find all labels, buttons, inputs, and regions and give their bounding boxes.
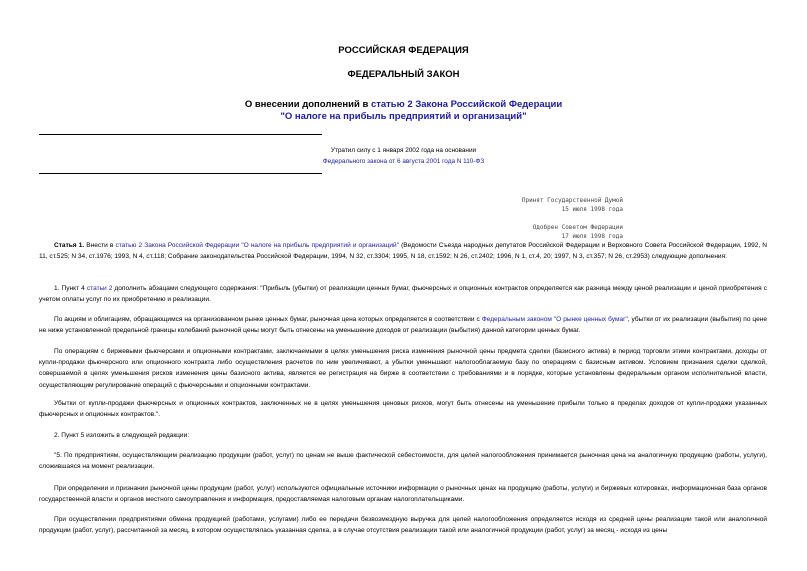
article-2-link[interactable]: статьи 2 — [86, 285, 113, 292]
text-span: 1. Пункт 4 — [54, 285, 87, 292]
title-law-name-link[interactable]: "О налоге на прибыль предприятий и организаций" — [280, 111, 527, 122]
securities-law-link[interactable]: Федеральным законом "О рынке ценных бумаг" — [481, 316, 628, 323]
paragraph-item-2: 2. Пункт 5 изложить в следующей редакции: — [54, 432, 190, 439]
paragraph-point-5: "5. По предприятиям, осуществляющим реализацию продукции (работ, услуг) по ценам не выше фактической себестоимости, для целей налогообложения принимается рыночная цена на аналогичную продукцию (работы, услуги), сложившаяся на момент реализации. — [39, 452, 767, 471]
text-span: , убытки от их реализации (выбытия) по цене не ниже установленной предельной границы колебаний рыночной цены могут быть отнесены на уменьшение доходов от реализации (выбытия) данной категории ценных бумаг. — [39, 316, 767, 335]
divider-top — [39, 134, 322, 135]
article-1-paragraph — [39, 240, 767, 262]
paragraph-item-1 — [39, 283, 767, 305]
council-date: 17 июля 1998 года — [561, 233, 623, 240]
paragraph-exchange: При осуществлении предприятиями обмена продукцией (работами, услугами) либо ее передачи безвозмездную выручка для целей налогообложения определяется исходя из средней цены реализации такой или аналогичной продукции (работ, услуг), рассчитанной за месяц, в котором осуществлялась указанная сделка, а в случае отсутствия реализации такой или аналогичной продукции (работ, услуг) за месяц - исходя из цены — [39, 516, 767, 535]
title-article-link[interactable]: статью 2 Закона Российской Федерации — [370, 99, 563, 110]
law-type-heading: ФЕДЕРАЛЬНЫЙ ЗАКОН — [347, 69, 460, 80]
paragraph-losses: Убытки от купли-продажи фьючерсных и опционных контрактов, заключенных не в целях уменьшения ценовых рисков, могут быть отнесены на уменьшение прибыли только в пределах доходов от купли-продажи указанных фьючерсных и опционных контрактов.". — [39, 400, 767, 419]
text-span: дополнить абзацами следующего содержания: "Прибыль (убытки) от реализации ценных бумаг, фьючерсных и опционных контрактов определяется как разница между ценой реализации и ценой приобретения с учетом оплаты услуг по их приобретению и реализации. — [39, 285, 767, 304]
country-heading: РОССИЙСКАЯ ФЕДЕРАЦИЯ — [338, 45, 469, 56]
document-title — [0, 99, 807, 123]
article-number: Статья 1. — [54, 242, 85, 249]
divider-bottom — [39, 173, 322, 174]
duma-date: 15 июля 1998 года — [561, 206, 623, 213]
text-span: (Ведомости Съезда народных депутатов Российской Федерации и Верховного Совета Российской Федерации, 1992, N 11, ст.525; N 34, ст.1976; 1993, N 4, ст.118; Собрание законодательства Российской Федерации, 1994, N 32, ст.3304; 1995, N 18, ст.1592; N 26, ст.2402; 1996, N 1, ст.4, 20; 1997, N 3, ст.357; N 26, ст.2953) следующие дополнения: — [39, 242, 767, 261]
duma-label: Принят Государственной Думой — [521, 197, 623, 204]
validity-note — [0, 145, 807, 167]
paragraph-securities — [39, 314, 767, 336]
title-prefix: О внесении дополнений в — [244, 99, 371, 110]
paragraph-futures: По операциям с биржевыми фьючерсами и опционными контрактами, заключаемыми в целях уменьшения риска изменения рыночной цены предмета сделки (базисного актива) в период торговли этими контрактами, доходы от купли-продажи фьючерсного или опционного контракта либо осуществления расчетов по ним увеличивают, а убытки уменьшают налогооблагаемую базу по операциям с базисным активом. Условием признания сделки сделкой, совершаемой в целях уменьшения рисков изменения цены базисного актива, является ее регистрация на бирже в соответствии с требованиями и в порядке, которые установлены федеральным органом исполнительной власти, осуществляющим регулирование операций с фьючерсными и опционными контрактами. — [39, 348, 767, 389]
text-span: Внести в — [84, 242, 116, 249]
article-2-law-link[interactable]: статью 2 Закона Российской Федерации "О налоге на прибыль предприятий и организаций" — [115, 242, 400, 249]
adoption-block — [420, 196, 623, 241]
repeal-law-link[interactable]: Федерального закона от 6 августа 2001 года N 110-ФЗ — [322, 158, 485, 165]
paragraph-market-price: При определении и признании рыночной цены продукции (работ, услуг) используются официальные источники информации о рыночных ценах на продукцию (работы, услуги) и биржевых котировках, информационная база органов государственной власти и органов местного самоуправления и информация, предоставляемая налоговым органам налогоплательщиками. — [39, 485, 767, 504]
text-span: По акциям и облигациям, обращающимся на организованном рынке ценных бумаг, рыночная цена которых определяется в соответствии с — [54, 316, 482, 323]
council-label: Одобрен Советом Федерации — [532, 224, 623, 231]
validity-text: Утратил силу с 1 января 2002 года на основании — [330, 147, 477, 154]
